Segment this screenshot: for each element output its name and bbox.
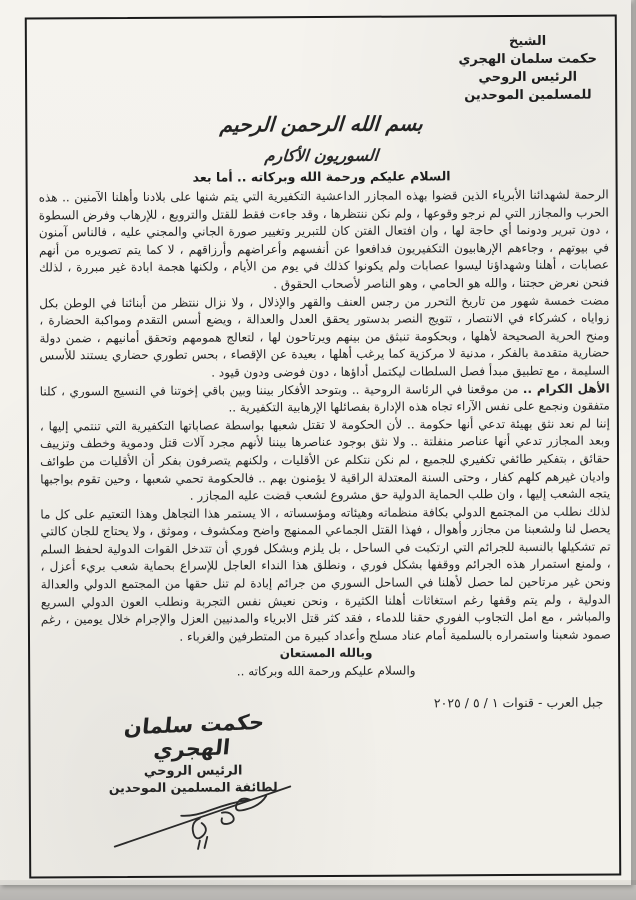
paragraph-3-lead: الأهل الكرام .. [522,381,610,396]
letterhead-role: الرئيس الروحي [478,69,578,86]
letterhead-name: حكمت سلمان الهجري [458,51,598,68]
signature-title-community: لطائفة المسلمين الموحدين [108,779,278,796]
letterhead-title: الشيخ [508,33,547,50]
document-border-frame [25,14,622,878]
signature-calligraphic-name: حكمت سلمان الهجري [123,709,266,763]
signature-scribble-icon [111,775,296,856]
salutation-line: السلام عليكم ورحمة الله وبركاته .. أما بعد [192,168,451,185]
paragraph-1: الرحمة لشهدائنا الأبرياء الذين قضوا بهذه المجازر الداعشية التكفيرية التي يتم شنها على بلادنا وأهلنا الآمنين .. هذه الحرب والمجازر التي لم نرجو وقوعها ، ولم نكن ننتظرها ، وقد جاءت فقط للقتل والترويع ، للإرهاب وفرض السطوة ، دون تبرير ودونما أي حاجة لها ، وان افتعال الفتن كان للتبرير وتغيير صورة الجاني والمجني عليه ، فالناس آمنون في بيوتهم ، وجاءهم الإرهابيون التكفيريون فدافعوا عن أنفسهم وأعراضهم وأرزاقهم ، لا كما يتم تصويره من أنهم عصابات ، أهلنا وشهداؤنا ليسوا عصابات ولم يكونوا كذلك في يوم من الأيام ، ولكنها هجمة ابادة غير مبررة ، لذلك فنحن نعرض حجتنا ، والله هو الحامي ، وهو الناصر لأصحاب الحقوق . [38,187,610,292]
scan-bottom-edge-shadow [0,880,636,900]
closing-invocation: وبالله المستعان [279,646,373,661]
addressee-calligraphy: السوريون الأكارم [264,145,379,166]
paragraph-5: لذلك نطلب من المجتمع الدولي بكافة منظماته وهيئاته ومؤسساته ، الا يستمر هذا التجاهل وهذا التعتيم على كل ما يحصل لنا ولشعبنا من مجازر وأهوال ، فهذا القتل الجماعي الممنهج واضح ومكشوف ، وموثق ، ولا يحتاج للجان كالتي تم تشكيلها بالنسبة للجرائم التي ارتكبت في الساحل ، بل يلزم وبشكل فوري أن تتدخل القوات الدولية لحفظ السلم ، ولمنع استمرار هذه الجرائم ووقفها بشكل فوري ، ونطلق هذا النداء العاجل للإسراع بحماية شعب بريء أعزل ، ونحن غير مرتاحين لما حصل لأهلنا في الساحل السوري من جرائم إبادة لم تنل حقها من المجتمع الدولي والعدالة الدولية ، ولم يتم وقفها رغم استغاثات أهلنا الكثيرة ، ونحن نعيش نفس التجربة ونطلب العون الدولي السريع والمباشر ، مع امل التجاوب الفوري حقنا للدماء ، فقد كثر قتل الابرياء والمدنيين العزل والإجرام خلال يومين ، رغم صمود شعبنا واستمراره بالسلمية أمام عناد مسلح وأعداد كبيرة من المتطرفين والغرباء . [40,504,612,644]
letter-body [39,187,612,683]
scan-right-edge-shadow [631,0,636,885]
paragraph-3-rest: من موقعنا في الرئاسة الروحية .. وبتوحد الأفكار بيننا وبين باقي إخوتنا في النسيج السوري ، كلنا متفقون ونجمع على نفس الآراء تجاه هذه الإدارة بفصائلها الإرهابية التكفيرية .. [39,381,610,415]
dateline: جبل العرب - قنوات ١ / ٥ / ٢٠٢٥ [433,694,604,711]
closing-salutation: والسلام عليكم ورحمة الله وبركاته .. [236,663,416,679]
basmala-calligraphy: بسم الله الرحمن الرحيم [219,111,424,137]
letterhead-community: للمسلمين الموحدين [464,87,592,104]
letterhead [458,33,597,106]
paragraph-3 [40,380,610,418]
signature-title-spiritual-leader: الرئيس الروحي [143,763,243,779]
paragraph-2: مضت خمسة شهور من تاريخ التحرر من رجس العنف والقهر والإذلال ، ولا نزال ننتظر من أبنائنا في الوطن بكل زواياه ، كشركاء في الانتصار ، تتويج النصر بدستور يحقق العدل والعدالة ، ويضع أسس التقدم ومواكبة الحضارة ، ومنح الحرية الصحيحة لأهلها ، وبحكومة تنبثق من بينهم ويرتاحون لها ، لتعالج همومهم وتحقق أمانيهم ، ضمن دولة حضارية متقدمة بالفكر ، مدنية لا مركزية كما يرغب أهلها ، بعيدة عن الإقصاء ، بحس تطوري حضاري يستند للأسس السليمة ، مع تطبيق مبدأ فصل السلطات ليكتمل أداؤها ، دون فوضى ودون قيود . [39,293,610,380]
paragraph-4: إننا لم نعد نثق بهيئة تدعي أنها حكومة .. لأن الحكومة لا تقتل شعبها بواسطة عصاباتها التكفيرية التي تنتمي إليها ، وبعد المجازر تدعي أنها عناصر منفلتة .. ولا نثق بوجود عناصرها بيننا لأنهم مجرد آلات قتل ودموية وخطف وتزييف حقائق ، بتفكير طائفي تكفيري للجميع ، لم نكن نتكلم عن الأقليات ، ولكنهم يتصرفون بفكر أن الأقليات من طوائف واديان غيرهم كلهم كفار ، وحتى السنة المعتدلة الراقية لا يؤمنون بهم .. فالحكومة تحمي شعبها ، وحين تقوم بواجبها يتجه الشعب إليها ، وان طلب الحماية الدولية حق مشروع لشعب قضت عليه المجازر . [39,416,611,503]
